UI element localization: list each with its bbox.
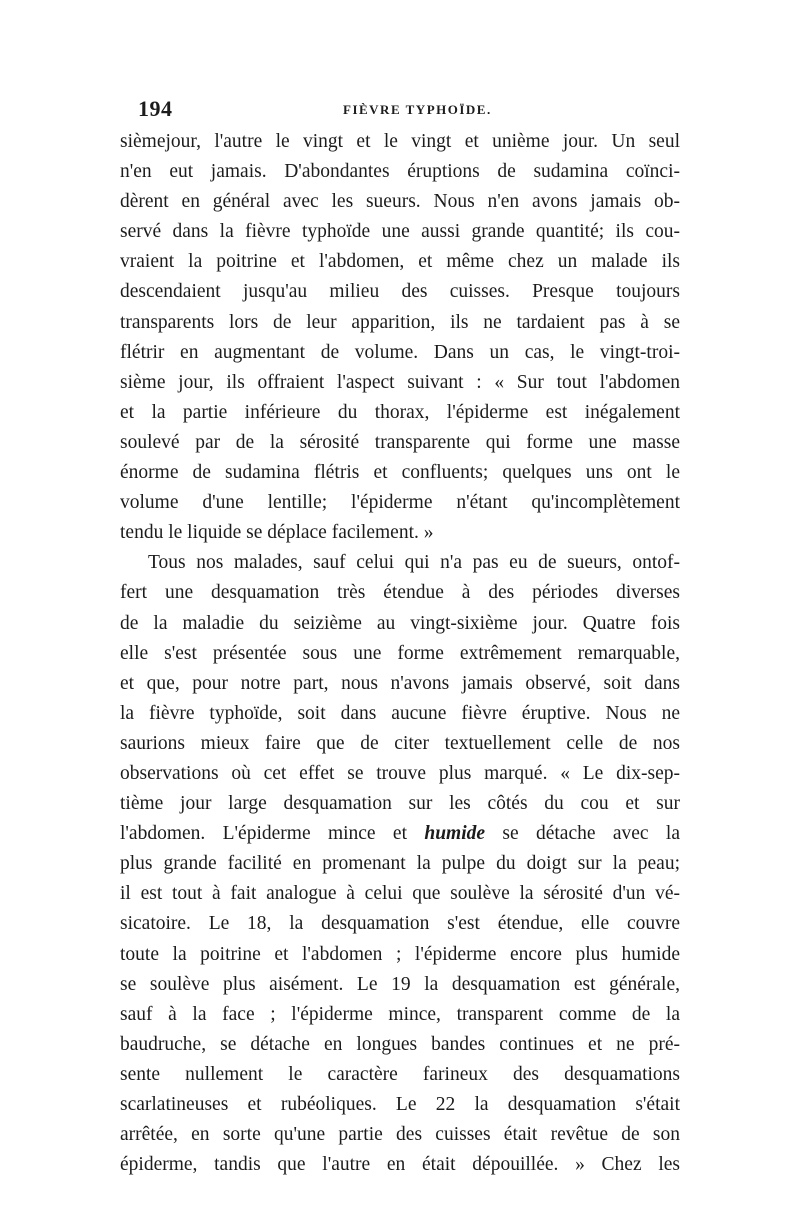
text-line: énorme de sudamina flétris et confluents; quelques uns ont le	[120, 462, 680, 484]
text-line: et la partie inférieure du thorax, l'épiderme est inégalement	[120, 401, 680, 423]
text-line: servé dans la fièvre typhoïde une aussi grande quantité; ils cou-	[120, 221, 680, 243]
text-line: flétrir en augmentant de volume. Dans un cas, le vingt-troi-	[120, 341, 680, 363]
text-line: sièmejour, l'autre le vingt et le vingt et unième jour. Un seul	[120, 131, 680, 152]
text-line: plus grande facilité en promenant la pulpe du doigt sur la peau;	[120, 853, 680, 875]
text-line: scarlatineuses et rubéoliques. Le 22 la desquamation s'était	[120, 1094, 680, 1115]
text-line: se soulève plus aisément. Le 19 la desquamation est générale,	[120, 973, 680, 995]
text-line: baudruche, se détache en longues bandes continues et ne pré-	[120, 1033, 680, 1055]
text-line: arrêtée, en sorte qu'une partie des cuisses était revêtue de son	[120, 1124, 680, 1146]
text-line: transparents lors de leur apparition, ils ne tardaient pas à se	[120, 311, 680, 333]
text-line: n'en eut jamais. D'abondantes éruptions de sudamina coïnci-	[120, 161, 680, 183]
body-text	[120, 127, 680, 1180]
text-line: vraient la poitrine et l'abdomen, et même chez un malade ils	[120, 251, 680, 273]
text-line: soulevé par de la sérosité transparente qui forme une masse	[120, 431, 680, 453]
text-line: sente nullement le caractère farineux des desquamations	[120, 1063, 680, 1085]
page-number: 194	[138, 96, 173, 121]
text-line: sième jour, ils offraient l'aspect suivant : « Sur tout l'abdomen	[120, 371, 680, 393]
text-line: observations où cet effet se trouve plus marqué. « Le dix-sep-	[120, 762, 680, 784]
text-line: de la maladie du seizième au vingt-sixième jour. Quatre fois	[120, 612, 680, 634]
text-line: saurions mieux faire que de citer textuellement celle de nos	[120, 732, 680, 754]
text-line: volume d'une lentille; l'épiderme n'étant qu'incomplètement	[120, 492, 680, 514]
text-line: fert une desquamation très étendue à des périodes diverses	[120, 582, 680, 604]
text-segment: l'abdomen. L'épiderme mince et	[120, 823, 425, 845]
text-line-with-italic	[120, 819, 680, 849]
text-line: sicatoire. Le 18, la desquamation s'est étendue, elle couvre	[120, 913, 680, 935]
text-line: épiderme, tandis que l'autre en était dépouillée. » Chez les	[120, 1154, 680, 1176]
text-line: tième jour large desquamation sur les côtés du cou et sur	[120, 793, 680, 815]
italic-word: humide	[424, 823, 486, 845]
text-line: sauf à la face ; l'épiderme mince, transparent comme de la	[120, 1003, 680, 1025]
text-segment: se détache avec la	[485, 823, 680, 845]
paragraph-end-line: tendu le liquide se déplace facilement. »	[120, 522, 434, 544]
page-header	[138, 96, 668, 126]
text-line: dèrent en général avec les sueurs. Nous n'en avons jamais ob-	[120, 191, 680, 213]
text-line: toute la poitrine et l'abdomen ; l'épiderme encore plus humide	[120, 943, 680, 965]
text-line: et que, pour notre part, nous n'avons jamais observé, soit dans	[120, 672, 680, 694]
running-title: FIÈVRE TYPHOÏDE.	[343, 102, 492, 117]
text-line: elle s'est présentée sous une forme extrêmement remarquable,	[120, 642, 680, 664]
text-line: descendaient jusqu'au milieu des cuisses. Presque toujours	[120, 281, 680, 303]
text-line: la fièvre typhoïde, soit dans aucune fièvre éruptive. Nous ne	[120, 702, 680, 724]
paragraph-start-line: Tous nos malades, sauf celui qui n'a pas eu de sueurs, ontof-	[148, 552, 680, 574]
text-line: il est tout à fait analogue à celui que soulève la sérosité d'un vé-	[120, 883, 680, 905]
